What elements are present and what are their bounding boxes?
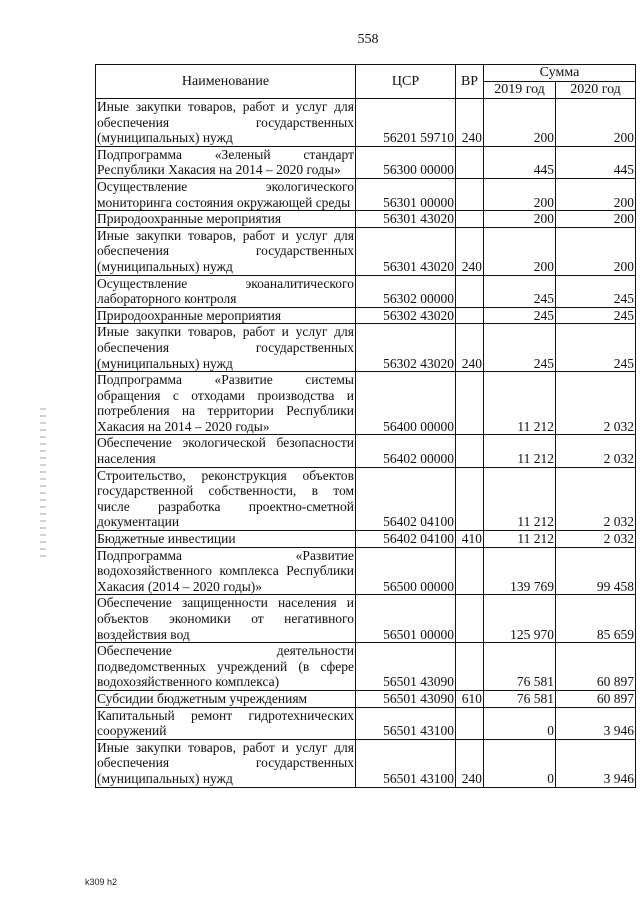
row-sum-2020-cell: 60 897	[556, 690, 636, 707]
row-vr-cell	[456, 211, 484, 228]
row-vr-cell	[456, 372, 484, 435]
row-sum-2019-cell: 0	[484, 707, 556, 739]
row-vr-cell	[456, 275, 484, 307]
row-csr-cell: 56402 04100	[356, 467, 456, 530]
row-csr-cell: 56302 00000	[356, 275, 456, 307]
table-row	[96, 643, 636, 691]
table-row	[96, 595, 636, 643]
row-sum-2020-cell: 200	[556, 227, 636, 275]
row-name-cell: Природоохранные мероприятия	[96, 211, 356, 228]
row-name-cell: Осуществление экоаналитического лабораторного контроля	[97, 275, 354, 307]
row-csr-cell: 56302 43020	[356, 324, 456, 372]
row-vr-cell: 240	[456, 227, 484, 275]
row-csr-cell: 56501 43100	[356, 739, 456, 787]
header-year-2019: 2019 год	[484, 82, 556, 99]
table-row	[96, 467, 636, 530]
row-vr-cell	[456, 595, 484, 643]
row-sum-2020-cell: 3 946	[556, 707, 636, 739]
table-row	[96, 547, 636, 595]
row-vr-cell	[456, 467, 484, 530]
row-sum-2020-cell: 3 946	[556, 739, 636, 787]
row-sum-2019-cell: 200	[484, 178, 556, 210]
row-sum-2019-cell: 200	[484, 211, 556, 228]
row-name-cell: Осуществление экологического мониторинга состояния окружающей среды	[97, 178, 354, 210]
row-sum-2020-cell: 245	[556, 275, 636, 307]
row-name-cell: Подпрограмма «Развитие системы обращения с отходами производства и потребления на территории Республики Хакасия на 2014 – 2020 годы»	[97, 372, 354, 434]
table-row	[96, 707, 636, 739]
row-name-cell: Подпрограмма «Развитие водохозяйственного комплекса Республики Хакасия (2014 – 2020 годы)»	[97, 547, 354, 594]
row-csr-cell: 56501 00000	[356, 595, 456, 643]
row-sum-2020-cell: 2 032	[556, 372, 636, 435]
table-row	[96, 372, 636, 435]
row-vr-cell	[456, 435, 484, 467]
row-sum-2020-cell: 200	[556, 211, 636, 228]
row-csr-cell: 56400 00000	[356, 372, 456, 435]
row-sum-2020-cell: 2 032	[556, 435, 636, 467]
row-name-cell: Капитальный ремонт гидротехнических сооружений	[97, 707, 354, 739]
row-name-cell: Обеспечение деятельности подведомственных учреждений (в сфере водохозяйственного комплекса)	[97, 643, 354, 690]
row-vr-cell	[456, 547, 484, 595]
row-name-cell: Иные закупки товаров, работ и услуг для обеспечения государственных (муниципальных) нужд	[97, 739, 354, 786]
table-row	[96, 739, 636, 787]
row-sum-2019-cell: 0	[484, 739, 556, 787]
table-row	[96, 690, 636, 707]
header-name: Наименование	[96, 65, 356, 99]
row-sum-2020-cell: 200	[556, 178, 636, 210]
table-row	[96, 227, 636, 275]
row-vr-cell: 610	[456, 690, 484, 707]
row-vr-cell	[456, 707, 484, 739]
row-sum-2019-cell: 245	[484, 275, 556, 307]
row-name-cell: Субсидии бюджетным учреждениям	[96, 690, 356, 707]
row-sum-2020-cell: 200	[556, 99, 636, 147]
row-name-cell: Подпрограмма «Зеленый стандарт Республики Хакасия на 2014 – 2020 годы»	[97, 146, 354, 178]
row-csr-cell: 56201 59710	[356, 99, 456, 147]
row-sum-2020-cell: 60 897	[556, 643, 636, 691]
table-header	[96, 65, 636, 99]
row-sum-2020-cell: 245	[556, 324, 636, 372]
row-name-cell: Обеспечение защищенности населения и объектов экономики от негативного воздействия вод	[97, 595, 354, 642]
row-sum-2019-cell: 200	[484, 99, 556, 147]
row-sum-2019-cell: 11 212	[484, 467, 556, 530]
row-csr-cell: 56500 00000	[356, 547, 456, 595]
row-sum-2019-cell: 76 581	[484, 690, 556, 707]
row-sum-2020-cell: 99 458	[556, 547, 636, 595]
row-sum-2019-cell: 11 212	[484, 435, 556, 467]
row-sum-2019-cell: 445	[484, 146, 556, 178]
row-name-cell: Иные закупки товаров, работ и услуг для обеспечения государственных (муниципальных) нужд	[97, 99, 354, 146]
row-name-cell: Иные закупки товаров, работ и услуг для обеспечения государственных (муниципальных) нужд	[97, 227, 354, 274]
row-vr-cell: 410	[456, 531, 484, 548]
row-csr-cell: 56301 43020	[356, 227, 456, 275]
header-year-2020: 2020 год	[556, 82, 636, 99]
header-vr: ВР	[456, 65, 484, 99]
row-csr-cell: 56402 04100	[356, 531, 456, 548]
row-name-cell: Иные закупки товаров, работ и услуг для обеспечения государственных (муниципальных) нужд	[97, 324, 354, 371]
row-vr-cell	[456, 307, 484, 324]
row-sum-2020-cell: 85 659	[556, 595, 636, 643]
row-sum-2020-cell: 2 032	[556, 467, 636, 530]
table-row	[96, 324, 636, 372]
table-row	[96, 178, 636, 210]
table-row	[96, 307, 636, 324]
page-number: 558	[357, 32, 379, 47]
row-sum-2019-cell: 125 970	[484, 595, 556, 643]
row-vr-cell: 240	[456, 324, 484, 372]
row-csr-cell: 56301 43020	[356, 211, 456, 228]
row-vr-cell	[456, 643, 484, 691]
table-row	[96, 146, 636, 178]
margin-scan-marks	[40, 408, 46, 558]
row-sum-2019-cell: 245	[484, 307, 556, 324]
row-sum-2019-cell: 11 212	[484, 372, 556, 435]
row-csr-cell: 56501 43090	[356, 643, 456, 691]
row-sum-2020-cell: 245	[556, 307, 636, 324]
row-csr-cell: 56300 00000	[356, 146, 456, 178]
row-sum-2020-cell: 445	[556, 146, 636, 178]
row-name-cell: Обеспечение экологической безопасности населения	[97, 435, 354, 467]
budget-table	[95, 64, 636, 788]
table-row	[96, 275, 636, 307]
row-csr-cell: 56301 00000	[356, 178, 456, 210]
table-row	[96, 531, 636, 548]
table-row	[96, 99, 636, 147]
table-row	[96, 435, 636, 467]
row-vr-cell: 240	[456, 99, 484, 147]
row-vr-cell	[456, 146, 484, 178]
row-csr-cell: 56402 00000	[356, 435, 456, 467]
row-sum-2019-cell: 76 581	[484, 643, 556, 691]
row-vr-cell: 240	[456, 739, 484, 787]
row-sum-2019-cell: 11 212	[484, 531, 556, 548]
header-sum: Сумма	[484, 65, 636, 82]
row-sum-2019-cell: 200	[484, 227, 556, 275]
row-vr-cell	[456, 178, 484, 210]
footer-code: k309 h2	[85, 877, 118, 887]
row-csr-cell: 56302 43020	[356, 307, 456, 324]
row-csr-cell: 56501 43100	[356, 707, 456, 739]
table-row	[96, 211, 636, 228]
table-body	[96, 99, 636, 788]
header-csr: ЦСР	[356, 65, 456, 99]
row-name-cell: Природоохранные мероприятия	[96, 307, 356, 324]
row-sum-2019-cell: 139 769	[484, 547, 556, 595]
row-sum-2019-cell: 245	[484, 324, 556, 372]
row-name-cell: Бюджетные инвестиции	[96, 531, 356, 548]
row-name-cell: Строительство, реконструкция объектов государственной собственности, в том числе разработка проектно-сметной документации	[97, 467, 354, 530]
row-sum-2020-cell: 2 032	[556, 531, 636, 548]
row-csr-cell: 56501 43090	[356, 690, 456, 707]
